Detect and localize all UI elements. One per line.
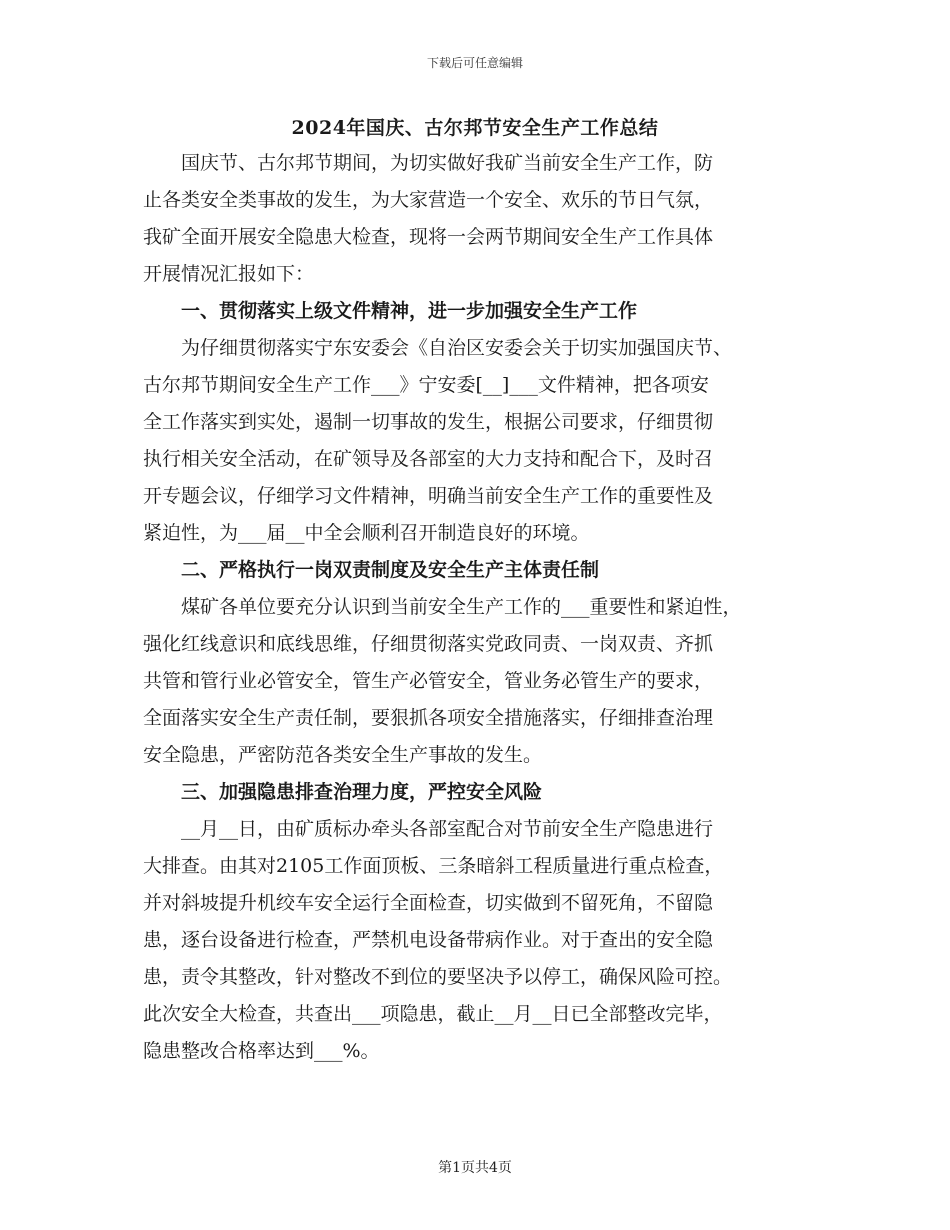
text-line: 我矿全面开展安全隐患大检查，现将一会两节期间安全生产工作具体 <box>143 226 714 248</box>
text-line: 开展情况汇报如下： <box>143 263 315 285</box>
text-line: __月__日，由矿质标办牵头各部室配合对节前安全生产隐患进行 <box>181 818 714 840</box>
text-line: 强化红线意识和底线思维，仔细贯彻落实党政同责、一岗双责、齐抓 <box>143 633 714 655</box>
text-line: 执行相关安全活动，在矿领导及各部室的大力支持和配合下，及时召 <box>143 448 714 470</box>
text-line: 煤矿各单位要充分认识到当前安全生产工作的___重要性和紧迫性， <box>181 596 742 618</box>
text-line: 患，责令其整改，针对整改不到位的要坚决予以停工，确保风险可控。 <box>143 966 733 988</box>
text-line: 为仔细贯彻落实宁东安委会《自治区安委会关于切实加强国庆节、 <box>181 337 733 359</box>
text-line: 紧迫性，为___届__中全会顺利召开制造良好的环境。 <box>143 522 590 544</box>
text-line: 大排查。由其对2105工作面顶板、三条暗斜工程质量进行重点检查， <box>143 855 724 877</box>
text-line: 患，逐台设备进行检查，严禁机电设备带病作业。对于查出的安全隐 <box>143 929 714 951</box>
header-note: 下载后可任意编辑 <box>426 56 523 70</box>
text-line: 安全隐患，严密防范各类安全生产事故的发生。 <box>143 744 543 766</box>
text-line: 隐患整改合格率达到___%。 <box>143 1040 380 1062</box>
text-line: 古尔邦节期间安全生产工作___》宁安委[__]___文件精神，把各项安 <box>143 374 709 396</box>
text-line: 国庆节、古尔邦节期间，为切实做好我矿当前安全生产工作，防 <box>181 152 714 174</box>
text-line: 并对斜坡提升机绞车安全运行全面检查，切实做到不留死角，不留隐 <box>143 892 714 914</box>
text-line: 开专题会议，仔细学习文件精神，明确当前安全生产工作的重要性及 <box>143 485 714 507</box>
text-line: 全面落实安全生产责任制，要狠抓各项安全措施落实，仔细排查治理 <box>143 707 714 729</box>
document-title: 2024年国庆、古尔邦节安全生产工作总结 <box>291 117 659 139</box>
text-line: 共管和管行业必管安全，管生产必管安全，管业务必管生产的要求， <box>143 670 714 692</box>
text-line: 全工作落实到实处，遏制一切事故的发生，根据公司要求，仔细贯彻 <box>143 411 714 433</box>
text-line: 止各类安全类事故的发生，为大家营造一个安全、欢乐的节日气氛， <box>143 189 714 211</box>
document-body <box>143 145 823 1070</box>
page-footer: 第1页共4页 <box>438 1160 512 1176</box>
section-heading: 二、严格执行一岗双责制度及安全生产主体责任制 <box>181 559 600 581</box>
section-heading: 三、加强隐患排查治理力度，严控安全风险 <box>181 781 543 803</box>
text-line: 此次安全大检查，共查出___项隐患，截止__月__日已全部整改完毕， <box>143 1003 723 1025</box>
section-heading: 一、贯彻落实上级文件精神，进一步加强安全生产工作 <box>181 300 638 322</box>
